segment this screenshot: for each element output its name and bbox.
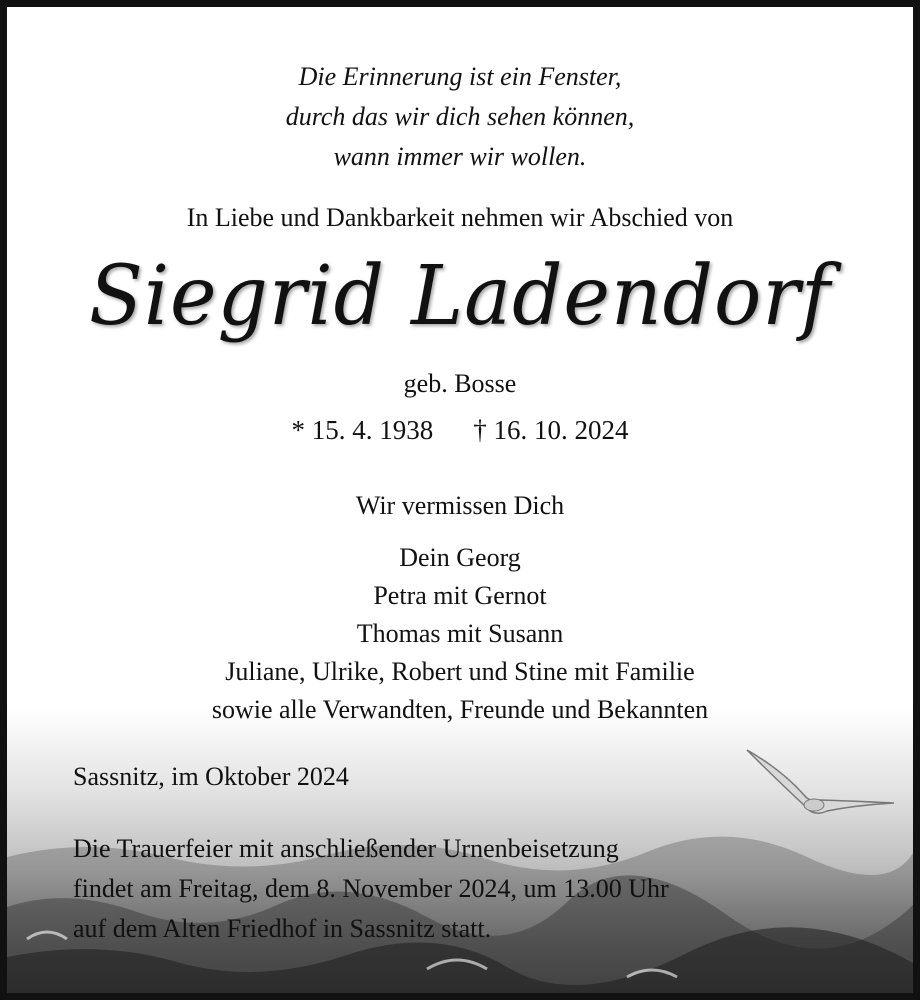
quote-line: wann immer wir wollen.: [333, 142, 587, 171]
miss-text: Wir vermissen Dich: [355, 491, 565, 520]
mourner-line: sowie alle Verwandten, Freunde und Bekannten: [211, 695, 709, 724]
quote-line: Die Erinnerung ist ein Fenster,: [298, 62, 622, 91]
mourner-line: Petra mit Gernot: [373, 581, 547, 610]
birth-name: geb. Bosse: [403, 369, 517, 398]
memorial-quote: [7, 57, 913, 177]
mourner-line: Thomas mit Susann: [356, 619, 564, 648]
intro-text: In Liebe und Dankbarkeit nehmen wir Abschied von: [186, 203, 734, 232]
mourners-list: [7, 539, 913, 729]
life-dates: [7, 413, 913, 447]
mourner-line: Juliane, Ulrike, Robert und Stine mit Familie: [225, 657, 695, 686]
deceased-name: Siegrid Ladendorf: [88, 249, 832, 344]
mourner-line: Dein Georg: [399, 543, 521, 572]
place-date: Sassnitz, im Oktober 2024: [73, 762, 349, 791]
death-date: † 16. 10. 2024: [473, 415, 629, 445]
ceremony-info: [73, 829, 669, 949]
ceremony-line: auf dem Alten Friedhof in Sassnitz statt.: [73, 914, 492, 943]
quote-line: durch das wir dich sehen können,: [285, 102, 635, 131]
seagull-icon: [742, 745, 902, 825]
birth-date: * 15. 4. 1938: [291, 415, 434, 445]
ceremony-line: Die Trauerfeier mit anschließender Urnenbeisetzung: [73, 834, 619, 863]
ceremony-line: findet am Freitag, dem 8. November 2024, um 13.00 Uhr: [73, 874, 669, 903]
